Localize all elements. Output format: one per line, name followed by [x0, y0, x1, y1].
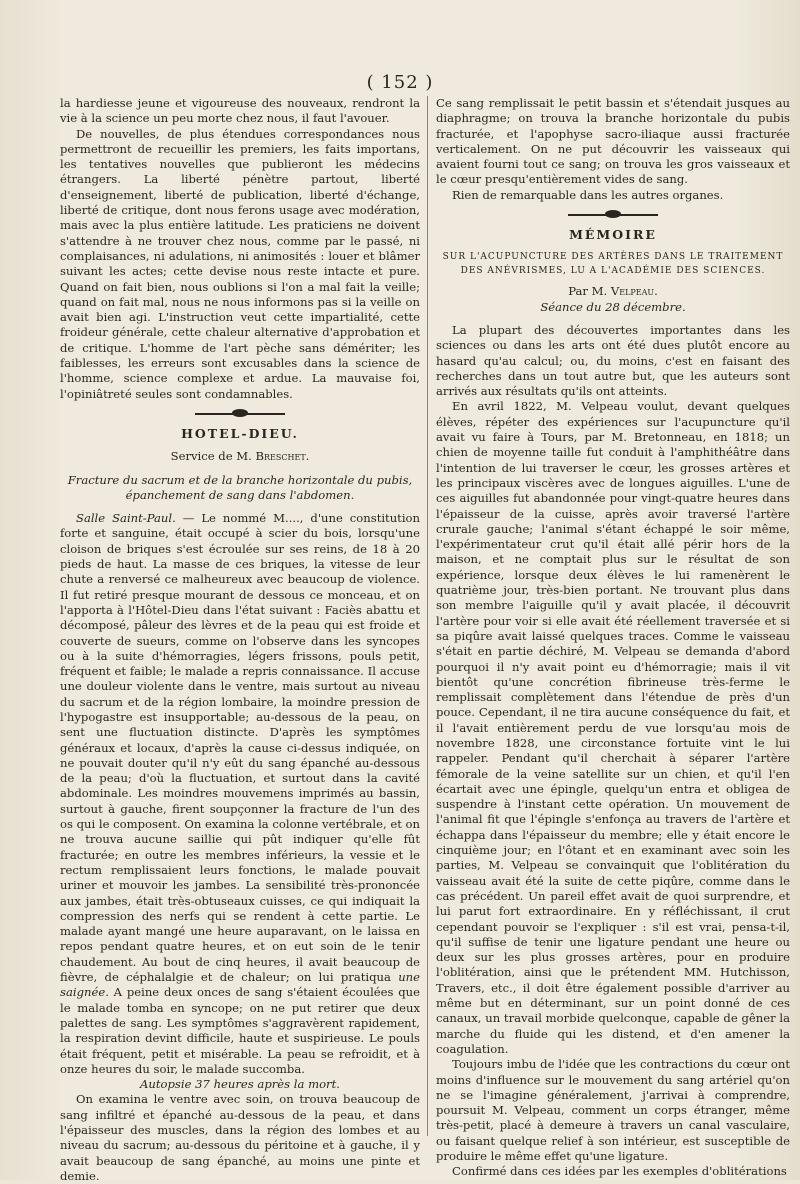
paragraph: En avril 1822, M. Velpeau voulut, devant quelques élèves, répéter des expériences sur l'acupuncture qu'il avait vu faire à Tours, par M. Bretonneau, en 1818; un chien de moyenne taille fut conduit à l'amphithéâtre dans l'intention de lui traverser le cœur, les grosses artères et les principaux viscères avec de longues aiguilles. L'une de ces aiguilles fut abandonnée pour vingt-quatre heures dans l'épaisseur de la cuisse, après avoir traversé l'artère crurale gauche; l'animal s'étant échappé le soir même, l'expérimentateur crut qu'il était allé périr hors de la maison, et ne comptait plus sur le résultat de son expérience, lorsque deux élèves le lui ramenèrent le quatrième jour, très-bien portant. Ne trouvant plus dans son membre l'aiguille qu'il y avait placée, il découvrit l'artère pour voir si elle avait été réellement traversée et si sa piqûre avait laissé quelques traces. Comme le vaisseau s'était en partie déchiré, M. Velpeau se demanda d'abord pourquoi il n'y avait point eu d'hémorragie; mais il vit bientôt qu'une concrétion fibrineuse très-ferme le remplissait complètement dans l'étendue de près d'un pouce. Cependant, il ne tira aucune conséquence du fait, et il l'avait entièrement perdu de vue lorsqu'au mois de novembre 1828, une circonstance fortuite vint le lui rappeler. Pendant qu'il cherchait à séparer l'artère fémorale de la veine satellite sur un chien, et qu'il l'en écartait avec une épingle, quelqu'un entra et obligea de suspendre à l'instant cette opération. Un mouvement de l'animal fit que l'épingle s'enfonça au travers de l'artère et échappa dans l'épaisseur du membre; elle y était encore le cinquième jour; en l'ôtant et en examinant avec soin les parties, M. Velpeau se convainquit que l'oblitération du vaisseau avait été la suite de cette piqûre, comme dans le cas précédent. Un pareil effet avait de quoi surprendre, et lui parut fort extraordinaire. En y réfléchissant, il crut cependant pouvoir se l'expliquer : s'il est vrai, pensa-t-il, qu'il suffise de tenir une ligature pendant une heure ou deux sur les plus grosses artères, pour en produire l'oblitération, ainsi que le prétendent MM. Hutchisson, Travers, etc., il doit être également possible d'arriver au même but en déterminant, sur un point donné de ces canaux, un travail morbide quelconque, capable de gêner la marche du fluide qui les distend, et d'en amener la coagulation. — [436, 399, 790, 1056]
right-column — [436, 96, 790, 1180]
seance-line: Séance du 28 décembre. — [540, 299, 686, 314]
case-title: Fracture du sacrum et de la branche horizontale du pubis, épanchement de sang dans l'abdomen. — [67, 472, 413, 502]
memoire-subtitle: SUR L'ACUPUNCTURE DES ARTÈRES DANS LE TRAITEMENT DES ANÉVRISMES, LU A L'ACADÉMIE DES SCIENCES. — [442, 252, 784, 277]
paragraph — [60, 511, 420, 1077]
case-text-italic: une saignée — [60, 970, 420, 1000]
memoire-title: MÉMOIRE — [569, 227, 657, 243]
author-name: Velpeau. — [610, 284, 658, 299]
case-text-end: . A peine deux onces de sang s'étaient écoulées que le malade tomba en syncope; on ne put retirer que deux palettes de sang. Les symptômes s'aggravèrent rapidement, la respiration devint difficile, haute et suspirieuse. Le pouls était fréquent, petit et misérable. La peau se refroidit, et à onze heures du soir, le malade succomba. — [60, 985, 420, 1076]
author-line — [436, 284, 790, 299]
paragraph: Confirmé dans ces idées par les exemples d'oblitérations — [452, 1164, 787, 1179]
author-prefix: Par M. — [568, 284, 611, 299]
salle-label: Salle Saint-Paul. — [76, 511, 176, 526]
autopsie-heading: Autopsie 37 heures après la mort. — [140, 1077, 340, 1092]
paragraph: La plupart des découvertes importantes dans les sciences ou dans les arts ont été dues plutôt encore au hasard qu'au calcul; ou, du moins, c'est en faisant des recherches dans un tout autre but, que les auteurs sont arrivés aux résultats qu'ils ont atteints. — [436, 322, 790, 399]
paragraph: On examina le ventre avec soin, on trouva beaucoup de sang infiltré et épanché au-dessous de la peau, et dans l'épaisseur des muscles, dans la région des lombes et au niveau du sacrum; au-dessous du péritoine et à gauche, il y avait beaucoup de sang épanché, au moins une pinte et demie. — [60, 1092, 420, 1183]
paragraph: la hardiesse jeune et vigoureuse des nouveaux, rendront la vie à la science un peu morte chez nous, il faut l'avouer. — [60, 96, 420, 126]
paragraph: Rien de remarquable dans les autres organes. — [452, 187, 724, 202]
left-column — [60, 96, 420, 1184]
service-prefix: Service de M. — [170, 449, 256, 464]
page-number: ( 152 ) — [366, 72, 434, 93]
paragraph: Ce sang remplissait le petit bassin et s'étendait jusques au diaphragme; on trouva la branche horizontale du pubis fracturée, et l'apophyse sacro-iliaque aussi fracturée verticalement. On ne put découvrir les vaisseaux qui avaient fourni tout ce sang; on trouva les gros vaisseaux et le cœur presqu'entièrement vides de sang. — [436, 96, 790, 187]
service-line — [60, 449, 420, 464]
section-title: HOTEL-DIEU. — [181, 425, 299, 441]
ornament-divider — [568, 209, 658, 219]
column-rule — [427, 96, 428, 1136]
service-name: Breschet. — [255, 449, 310, 464]
ornament-divider — [195, 408, 285, 418]
paragraph: De nouvelles, de plus étendues correspondances nous permettront de recueillir les premiers, les faits importans, les tentatives nouvelles que publieront les médecins étrangers. La liberté pénètre partout, liberté d'enseignement, liberté de publication, liberté d'échange, liberté de critique, dont nous ferons usage avec modération, mais avec la plus entière latitude. Les praticiens ne doivent s'attendre à ne trouver chez nous, comme par le passé, ni complaisances, ni adulations, ni animosités : louer et blâmer suivant les actes; cette devise nous reste intacte et pure. Quand on fait bien, nous oublions si l'on a mal fait la veille; quand on fait mal, nous ne nous informons pas si la veille on avait bien agi. L'instruction veut cette impartialité, cette froideur générale, cette chaleur alternative d'approbation et de critique. L'homme de l'art pèche sans démériter; les faiblesses, les erreurs sont excusables dans la science de l'homme, science complexe et ardue. La mauvaise foi, l'opiniâtreté seules sont condamnables. — [60, 126, 420, 401]
case-text: — Le nommé M...., d'une constitution forte et sanguine, était occupé à scier du bois, lorsqu'une cloison de briques s'est écroulée sur ses reins, de 18 à 20 pieds de haut. La masse de ces briques, la vitesse de leur chute a renversé ce malheureux avec beaucoup de violence. Il fut retiré presque mourant de dessous ce monceau, et on l'apporta à l'Hôtel-Dieu dans l'état suivant : Faciès abattu et décomposé, pâleur des lèvres et de la peau qui est froide et couverte de sueurs, comme on l'observe dans les syncopes ou à la suite d'hémorragies, légers frissons, pouls petit, fréquent et faible; le malade a repris connaissance. Il accuse une douleur violente dans le ventre, mais surtout au niveau du sacrum et de la région lombaire, la moindre pression de l'hypogastre est insupportable; au-dessous de la peau, on sent une fluctuation distincte. D'après les symptômes généraux et locaux, d'après la cause ci-dessus indiquée, on ne pouvait douter qu'il n'y eût du sang épanché au-dessous de la peau; d'où la fluctuation, et surtout dans la cavité abdominale. Les moindres mouvemens imprimés au bassin, surtout à gauche, firent soupçonner la fracture de l'un des os qui le composent. On examina la colonne vertébrale, et on ne trouva aucune saillie qui pût indiquer qu'elle fût fracturée; en outre les membres inférieurs, la vessie et le rectum remplissaient leurs fonctions, le malade pouvait uriner et mouvoir les jambes. La sensibilité très-prononcée aux jambes, était très-obtuseaux cuisses, ce qui indiquait la compression des nerfs qui se rendent à cette partie. Le malade ayant mangé une heure auparavant, on le laissa en repos pendant quatre heures, et on eut soin de le tenir chaudement. Au bout de cinq heures, il avait beaucoup de fièvre, de céphalalgie et de chaleur; on lui pratiqua — [60, 511, 420, 985]
paragraph: Toujours imbu de l'idée que les contractions du cœur ont moins d'influence sur le mouvement du sang artériel qu'on ne se l'imagine généralement, j'arrivai à comprendre, poursuit M. Velpeau, comment un corps étranger, même très-petit, placé à demeure à travers un canal vasculaire, ou faisant quelque relief à son intérieur, est susceptible de produire le même effet qu'une ligature. — [436, 1057, 790, 1163]
